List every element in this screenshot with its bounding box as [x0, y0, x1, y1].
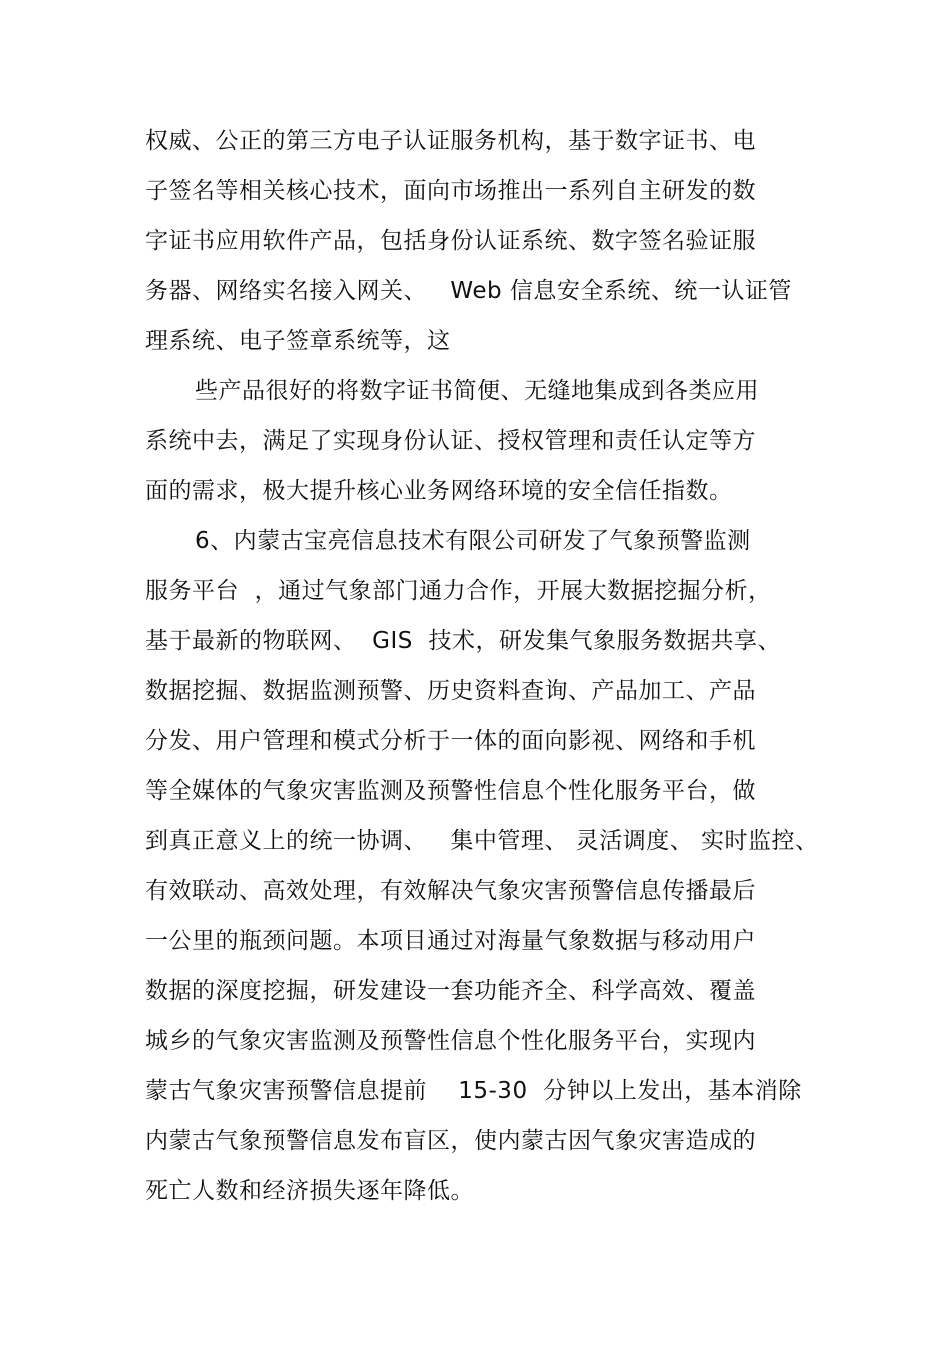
- text-line: 字证书应用软件产品，包括身份认证系统、数字签名验证服: [145, 228, 756, 254]
- text-line: 城乡的气象灾害监测及预警性信息个性化服务平台，实现内: [145, 1028, 756, 1054]
- text-line: 内蒙古气象预警信息发布盲区，使内蒙古因气象灾害造成的: [145, 1128, 756, 1154]
- text-line: 有效联动、高效处理，有效解决气象灾害预警信息传播最后: [145, 878, 756, 904]
- text-line: 理系统、电子签章系统等，这: [145, 328, 451, 354]
- text-line: 基于最新的物联网、 GIS 技术，研发集气象服务数据共享、: [145, 628, 781, 654]
- text-line: 务器、网络实名接入网关、 Web 信息安全系统、统一认证管: [145, 278, 792, 304]
- text-line: 蒙古气象灾害预警信息提前 15-30 分钟以上发出，基本消除: [145, 1078, 802, 1104]
- text-line: 子签名等相关核心技术，面向市场推出一系列自主研发的数: [145, 178, 756, 204]
- text-line: 数据挖掘、数据监测预警、历史资料查询、产品加工、产品: [145, 678, 756, 704]
- text-line: 到真正意义上的统一协调、 集中管理、 灵活调度、 实时监控、: [145, 828, 819, 854]
- text-line: 6、内蒙古宝亮信息技术有限公司研发了气象预警监测: [195, 528, 751, 554]
- text-line: 服务平台 ，通过气象部门通力合作，开展大数据挖掘分析，: [145, 578, 772, 604]
- text-line: 面的需求，极大提升核心业务网络环境的安全信任指数。: [145, 478, 733, 504]
- text-line: 权威、公正的第三方电子认证服务机构，基于数字证书、电: [145, 128, 756, 154]
- text-line: 死亡人数和经济损失逐年降低。: [145, 1178, 474, 1204]
- text-line: 些产品很好的将数字证书简便、无缝地集成到各类应用: [195, 378, 759, 404]
- text-line: 分发、用户管理和模式分析于一体的面向影视、网络和手机: [145, 728, 756, 754]
- text-line: 等全媒体的气象灾害监测及预警性信息个性化服务平台，做: [145, 778, 756, 804]
- text-line: 一公里的瓶颈问题。本项目通过对海量气象数据与移动用户: [145, 928, 756, 954]
- text-line: 系统中去，满足了实现身份认证、授权管理和责任认定等方: [145, 428, 756, 454]
- text-line: 数据的深度挖掘，研发建设一套功能齐全、科学高效、覆盖: [145, 978, 756, 1004]
